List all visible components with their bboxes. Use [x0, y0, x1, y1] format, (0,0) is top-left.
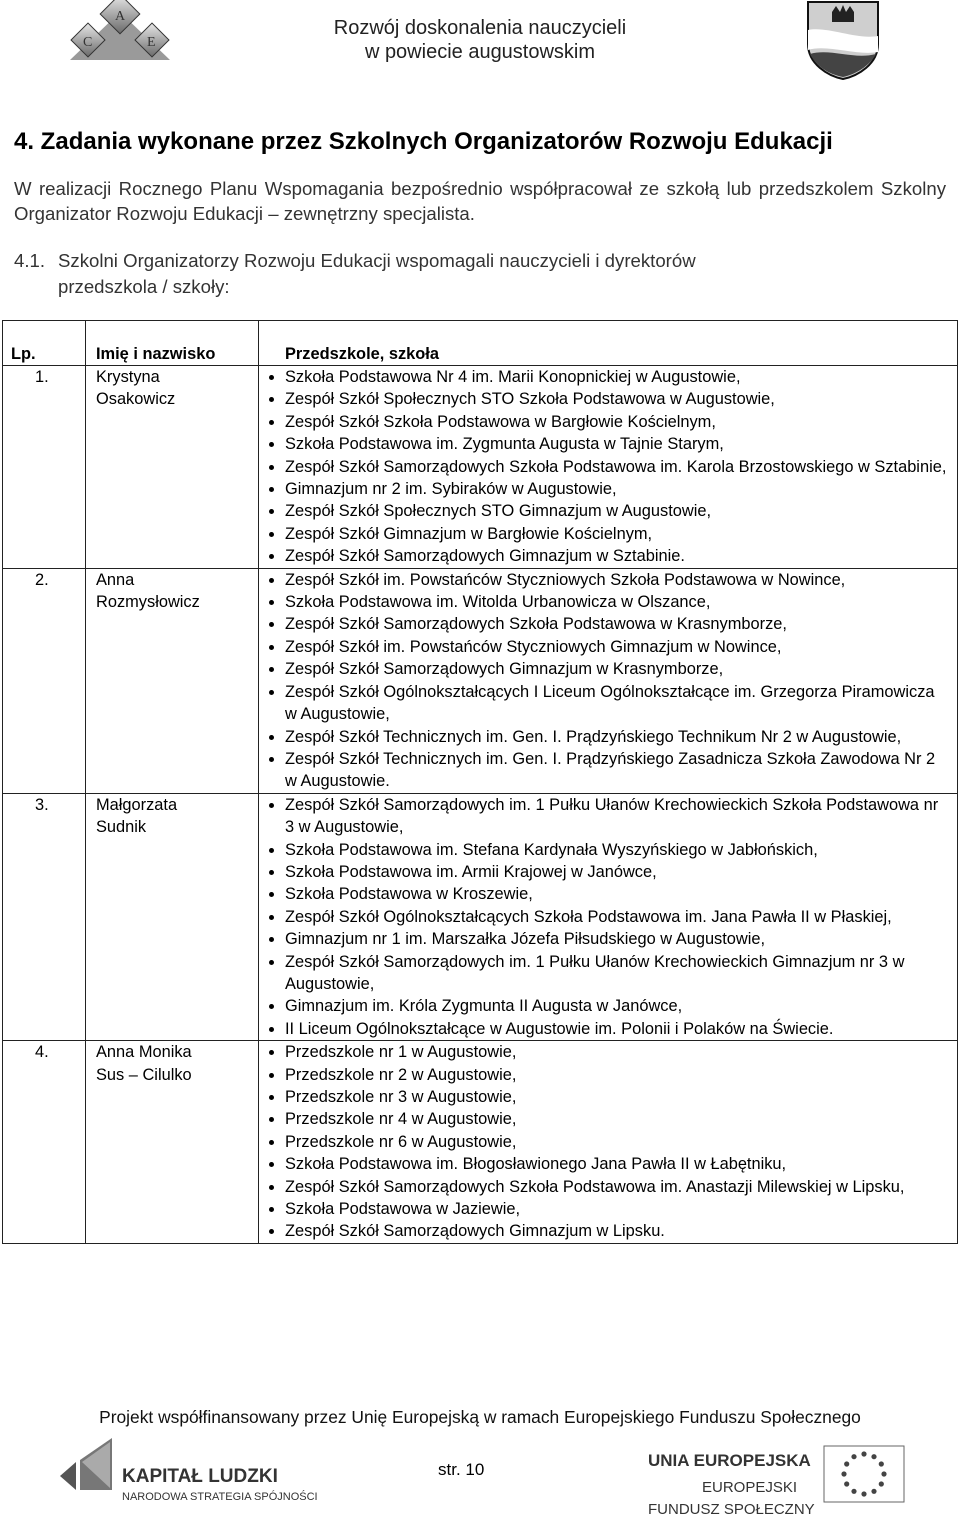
- table-row: [3, 1041, 958, 1244]
- subsection-line2: przedszkola / szkoły:: [58, 276, 230, 297]
- list-item: [259, 861, 949, 883]
- school-name: Zespół Szkół Społecznych STO Gimnazjum w Augustowie,: [285, 502, 712, 521]
- table-row: [3, 568, 958, 793]
- table-header-row: [3, 321, 958, 366]
- bullet-icon: [269, 803, 274, 808]
- eu-star: [861, 1451, 866, 1456]
- table-row: [3, 793, 958, 1040]
- list-item: [259, 726, 949, 748]
- school-name: Gimnazjum nr 2 im. Sybiraków w Augustowie,: [285, 480, 617, 499]
- organizer-name-cell: [86, 568, 259, 793]
- school-name: Zespół Szkół Szkoła Podstawowa w Bargłowie Kościelnym,: [285, 412, 716, 431]
- list-item: [259, 794, 949, 839]
- bullet-icon: [269, 487, 274, 492]
- bullet-icon: [269, 622, 274, 627]
- bullet-icon: [269, 960, 274, 965]
- bullet-icon: [269, 397, 274, 402]
- bullet-icon: [269, 442, 274, 447]
- bullet-icon: [269, 1185, 274, 1190]
- school-name: Szkoła Podstawowa im. Błogosławionego Jana Pawła II w Łabętniku,: [285, 1155, 787, 1174]
- row-number-cell: [3, 1041, 86, 1244]
- organizer-name-line: Małgorzata: [96, 795, 178, 814]
- organizer-name-line: Sus – Cilulko: [96, 1065, 192, 1084]
- schools-cell: [259, 1041, 958, 1244]
- list-item: [259, 906, 949, 928]
- school-name: Zespół Szkół Samorządowych Gimnazjum w Sztabinie.: [285, 547, 685, 566]
- organizer-name-line: Osakowicz: [96, 390, 176, 409]
- bullet-icon: [269, 1073, 274, 1078]
- school-name: Przedszkole nr 1 w Augustowie,: [285, 1043, 517, 1062]
- list-item: [259, 1198, 949, 1220]
- bullet-icon: [269, 465, 274, 470]
- list-item: [259, 591, 949, 613]
- bullet-icon: [269, 1027, 274, 1032]
- schools-list: [259, 366, 957, 568]
- bullet-icon: [269, 578, 274, 583]
- list-item: [259, 1018, 949, 1040]
- eu-star: [871, 1489, 876, 1494]
- bullet-icon: [269, 1140, 274, 1145]
- row-number: 4.: [35, 1043, 49, 1062]
- subsection-number: 4.1.: [14, 250, 46, 271]
- ue-line3: FUNDUSZ SPOŁECZNY: [648, 1501, 815, 1518]
- list-item: [259, 1086, 949, 1108]
- school-name: Zespół Szkół Samorządowych Gimnazjum w Krasnymborze,: [285, 660, 724, 679]
- bullet-icon: [269, 757, 274, 762]
- eu-star: [879, 1461, 884, 1466]
- row-number-cell: [3, 793, 86, 1040]
- bullet-icon: [269, 375, 274, 380]
- organizer-name-line: Rozmysłowicz: [96, 593, 200, 612]
- section-heading: 4. Zadania wykonane przez Szkolnych Organizatorów Rozwoju Edukacji: [14, 128, 833, 155]
- organizer-name-cell: [86, 1041, 259, 1244]
- logo-letter-a: A: [115, 9, 126, 24]
- eu-logo: [648, 1440, 908, 1524]
- bullet-icon: [269, 1207, 274, 1212]
- list-item: [259, 928, 949, 950]
- bullet-icon: [269, 1004, 274, 1009]
- school-name: Gimnazjum im. Króla Zygmunta II Augusta w Janówce,: [285, 997, 683, 1016]
- bullet-icon: [269, 690, 274, 695]
- eu-star: [861, 1491, 866, 1496]
- list-item: [259, 569, 949, 591]
- school-name: Przedszkole nr 6 w Augustowie,: [285, 1132, 517, 1151]
- list-item: [259, 456, 949, 478]
- header-schools: Przedszkole, szkoła: [259, 321, 958, 366]
- subsection-heading: [14, 248, 946, 300]
- header-title: [290, 16, 670, 64]
- list-item: [259, 433, 949, 455]
- table-row: [3, 366, 958, 569]
- bullet-icon: [269, 645, 274, 650]
- ue-line1: UNIA EUROPEJSKA: [648, 1451, 811, 1470]
- list-item: [259, 1041, 949, 1063]
- school-name: Zespół Szkół Samorządowych Szkoła Podstawowa w Krasnymborze,: [285, 615, 787, 634]
- schools-list: [259, 569, 957, 793]
- organizer-name-line: Anna: [96, 570, 135, 589]
- bullet-icon: [269, 1229, 274, 1234]
- eu-star: [881, 1471, 886, 1476]
- school-name: Zespół Szkół Ogólnokształcących I Liceum Ogólnokształcące im. Grzegorza Piramowicza w Augustowie,: [285, 682, 935, 724]
- school-name: Szkoła Podstawowa im. Witolda Urbanowicza w Olszance,: [285, 593, 711, 612]
- eu-star: [879, 1481, 884, 1486]
- school-name: Zespół Szkół im. Powstańców Styczniowych Szkoła Podstawowa w Nowince,: [285, 570, 846, 589]
- school-name: Zespół Szkół Samorządowych im. 1 Pułku Ułanów Krechowieckich Szkoła Podstawowa nr 3 w Augustowie,: [285, 795, 939, 837]
- bullet-icon: [269, 848, 274, 853]
- list-item: [259, 478, 949, 500]
- bullet-icon: [269, 600, 274, 605]
- school-name: Zespół Szkół Społecznych STO Szkoła Podstawowa w Augustowie,: [285, 390, 775, 409]
- school-name: Zespół Szkół Gimnazjum w Bargłowie Kościelnym,: [285, 524, 653, 543]
- eu-star: [871, 1454, 876, 1459]
- school-name: Szkoła Podstawowa w Kroszewie,: [285, 885, 533, 904]
- bullet-icon: [269, 1162, 274, 1167]
- eu-star: [851, 1489, 856, 1494]
- eu-star: [841, 1471, 846, 1476]
- list-item: [259, 636, 949, 658]
- schools-cell: [259, 793, 958, 1040]
- school-name: Zespół Szkół im. Powstańców Styczniowych Gimnazjum w Nowince,: [285, 637, 782, 656]
- subsection-line1: Szkolni Organizatorzy Rozwoju Edukacji wspomagali nauczycieli i dyrektorów: [58, 250, 696, 271]
- row-number: 3.: [35, 795, 49, 814]
- ue-line2: EUROPEJSKI: [702, 1479, 798, 1496]
- list-item: [259, 658, 949, 680]
- eu-star: [844, 1461, 849, 1466]
- schools-list: [259, 794, 957, 1040]
- list-item: [259, 1131, 949, 1153]
- school-name: Szkoła Podstawowa Nr 4 im. Marii Konopnickiej w Augustowie,: [285, 368, 741, 386]
- intro-paragraph: W realizacji Rocznego Planu Wspomagania bezpośrednio współpracował ze szkołą lub przedszkolem Szkolny Organizator Rozwoju Edukacji – zewnętrzny specjalista.: [14, 178, 946, 224]
- county-crest: [806, 0, 880, 80]
- school-name: II Liceum Ogólnokształcące w Augustowie im. Polonii i Polaków na Świecie.: [285, 1019, 834, 1038]
- list-item: [259, 411, 949, 433]
- bullet-icon: [269, 915, 274, 920]
- eu-star: [844, 1481, 849, 1486]
- cae-logo: [60, 0, 180, 68]
- header-title-line1: Rozwój doskonalenia nauczycieli: [333, 17, 627, 39]
- bullet-icon: [269, 892, 274, 897]
- row-number: 1.: [35, 368, 49, 386]
- organizer-name-cell: [86, 366, 259, 569]
- organizers-table: [2, 320, 958, 1244]
- list-item: [259, 366, 949, 388]
- list-item: [259, 545, 949, 567]
- list-item: [259, 995, 949, 1017]
- footer-project-text: Projekt współfinansowany przez Unię Europejską w ramach Europejskiego Funduszu Społecznego: [99, 1407, 861, 1427]
- logo-letter-e: E: [147, 35, 156, 50]
- school-name: Zespół Szkół Technicznych im. Gen. I. Prądzyńskiego Zasadnicza Szkoła Zawodowa Nr 2 w Augustowie.: [285, 749, 936, 791]
- organizer-name-line: Krystyna: [96, 368, 160, 386]
- school-name: Gimnazjum nr 1 im. Marszałka Józefa Piłsudskiego w Augustowie,: [285, 930, 766, 949]
- school-name: Zespół Szkół Technicznych im. Gen. I. Prądzyńskiego Technikum Nr 2 w Augustowie,: [285, 727, 902, 746]
- list-item: [259, 523, 949, 545]
- school-name: Przedszkole nr 2 w Augustowie,: [285, 1065, 517, 1084]
- school-name: Szkoła Podstawowa im. Armii Krajowej w Janówce,: [285, 862, 657, 881]
- schools-cell: [259, 568, 958, 793]
- schools-list: [259, 1041, 957, 1243]
- bullet-icon: [269, 509, 274, 514]
- list-item: [259, 1108, 949, 1130]
- organizer-name-cell: [86, 793, 259, 1040]
- list-item: [259, 883, 949, 905]
- kapital-ludzki-logo: [52, 1432, 318, 1522]
- bullet-icon: [269, 667, 274, 672]
- school-name: Szkoła Podstawowa im. Stefana Kardynała Wyszyńskiego w Jabłońskich,: [285, 840, 818, 859]
- list-item: [259, 839, 949, 861]
- kapital-title: KAPITAŁ LUDZKI: [122, 1466, 278, 1487]
- bullet-icon: [269, 420, 274, 425]
- header-name: Imię i nazwisko: [86, 321, 259, 366]
- logo-letter-c: C: [83, 35, 93, 50]
- bullet-icon: [269, 1117, 274, 1122]
- bullet-icon: [269, 554, 274, 559]
- list-item: [259, 1064, 949, 1086]
- bullet-icon: [269, 870, 274, 875]
- row-number-cell: [3, 366, 86, 569]
- bullet-icon: [269, 735, 274, 740]
- list-item: [259, 1153, 949, 1175]
- school-name: Szkoła Podstawowa w Jaziewie,: [285, 1200, 521, 1219]
- list-item: [259, 681, 949, 726]
- organizer-name-line: Sudnik: [96, 818, 147, 837]
- row-number: 2.: [35, 570, 49, 589]
- school-name: Przedszkole nr 3 w Augustowie,: [285, 1088, 517, 1106]
- list-item: [259, 613, 949, 635]
- list-item: [259, 748, 949, 793]
- school-name: Zespół Szkół Ogólnokształcących Szkoła Podstawowa im. Jana Pawła II w Płaskiej,: [285, 907, 892, 926]
- schools-cell: [259, 366, 958, 569]
- organizer-name-line: Anna Monika: [96, 1043, 192, 1062]
- list-item: [259, 1220, 949, 1242]
- page-number: str. 10: [438, 1460, 485, 1479]
- list-item: [259, 951, 949, 996]
- school-name: Zespół Szkół Samorządowych Szkoła Podstawowa im. Karola Brzostowskiego w Sztabinie,: [285, 457, 947, 476]
- header-title-line2: w powiecie augustowskim: [364, 41, 596, 63]
- kapital-subtitle: NARODOWA STRATEGIA SPÓJNOŚCI: [122, 1491, 318, 1503]
- list-item: [259, 1176, 949, 1198]
- row-number-cell: [3, 568, 86, 793]
- list-item: [259, 388, 949, 410]
- header-lp: Lp.: [3, 321, 86, 366]
- school-name: Zespół Szkół Samorządowych Szkoła Podstawowa im. Anastazji Milewskiej w Lipsku,: [285, 1177, 905, 1196]
- list-item: [259, 500, 949, 522]
- bullet-icon: [269, 937, 274, 942]
- school-name: Zespół Szkół Samorządowych im. 1 Pułku Ułanów Krechowieckich Gimnazjum nr 3 w Augustowie,: [285, 952, 905, 993]
- eu-star: [851, 1454, 856, 1459]
- bullet-icon: [269, 1050, 274, 1055]
- bullet-icon: [269, 532, 274, 537]
- school-name: Przedszkole nr 4 w Augustowie,: [285, 1110, 517, 1129]
- school-name: Szkoła Podstawowa im. Zygmunta Augusta w Tajnie Starym,: [285, 435, 724, 454]
- bullet-icon: [269, 1095, 274, 1100]
- school-name: Zespół Szkół Samorządowych Gimnazjum w Lipsku.: [285, 1222, 665, 1241]
